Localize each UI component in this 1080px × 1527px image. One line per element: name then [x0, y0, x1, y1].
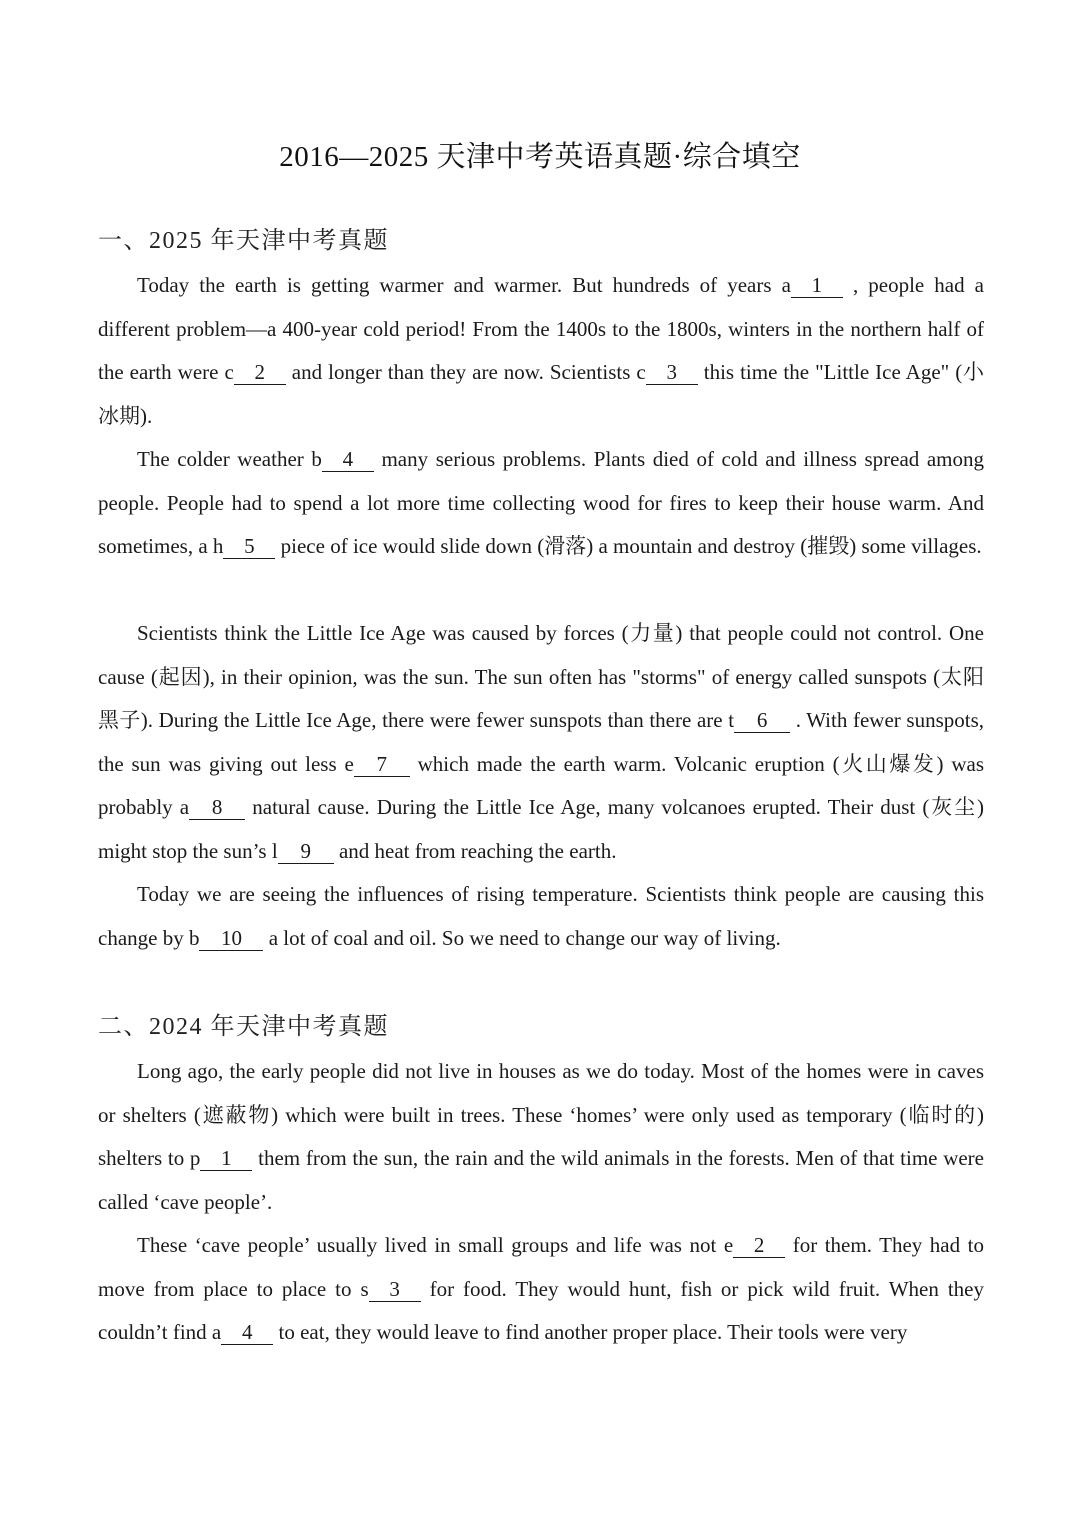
blank-5: 5 — [223, 534, 275, 559]
text-run: . With fewer sunspots, the sun was giving out less e — [98, 708, 984, 776]
text-run: piece of ice would slide down (滑落) a mountain and destroy (摧毁) some villages. — [275, 534, 982, 559]
blank-10: 10 — [199, 926, 263, 951]
blank-6: 6 — [734, 708, 790, 733]
text-run: to eat, they would leave to find another proper place. Their tools were very — [273, 1320, 908, 1345]
text-run: many serious problems. Plants died of cold and illness spread among people. People had to spend a lot more time collecting wood for fires to keep their house warm. And sometimes, a h — [98, 447, 985, 559]
text-run: Today the earth is getting warmer and warmer. But hundreds of years a — [137, 273, 791, 297]
blank-4: 4 — [221, 1320, 273, 1345]
text-run: for food. They would hunt, fish or pick wild fruit. When they couldn’t find a — [98, 1276, 984, 1345]
blank-2: 2 — [733, 1233, 785, 1258]
blank-3: 3 — [369, 1277, 421, 1302]
text-run: Today we are seeing the influences of rising temperature. Scientists think people are causing this change by b — [98, 882, 984, 950]
passage-2024-paragraph-1 — [98, 1050, 984, 1224]
blank-7: 7 — [354, 752, 410, 777]
text-run: this time the "Little Ice Age" (小冰期). — [98, 360, 984, 428]
text-run: which made the earth warm. Volcanic eruption (火山爆发) was probably a — [98, 751, 984, 820]
text-run: a lot of coal and oil. So we need to change our way of living. — [263, 925, 781, 950]
passage-2024-paragraph-2 — [98, 1224, 984, 1355]
text-run: The colder weather b — [137, 447, 322, 471]
text-run: natural cause. During the Little Ice Age, many volcanoes erupted. Their dust (灰尘) might stop the sun’s l — [98, 795, 984, 863]
passage-2025-paragraph-4 — [98, 873, 984, 960]
text-run: and longer than they are now. Scientists c — [285, 360, 646, 385]
section-heading-2024: 二、2024 年天津中考真题 — [98, 1014, 389, 1040]
text-run: Scientists think the Little Ice Age was caused by forces (力量) that people could not control. One cause (起因), in their opinion, was the sun. The sun often has "storms" of energy called sunspots (太阳黑子). During the Little Ice Age, there were fewer sunspots than there are t — [98, 621, 984, 733]
text-run: These ‘cave people’ usually lived in small groups and life was not e — [137, 1233, 734, 1257]
text-run: them from the sun, the rain and the wild animals in the forests. Men of that time were called ‘cave people’. — [98, 1146, 984, 1214]
blank-1: 1 — [791, 273, 843, 298]
text-run: for them. They had to move from place to place to s — [98, 1233, 984, 1301]
blank-1: 1 — [200, 1146, 252, 1171]
text-run: , people had a different problem—a 400-year cold period! From the 1400s to the 1800s, winters in the northern half of the earth were c — [98, 273, 984, 385]
blank-2: 2 — [234, 360, 286, 385]
blank-8: 8 — [189, 795, 245, 820]
blank-4: 4 — [322, 447, 374, 472]
passage-2025-paragraph-2 — [98, 438, 984, 569]
text-run: and heat from reaching the earth. — [333, 838, 617, 863]
passage-2025-paragraph-3 — [98, 612, 984, 874]
blank-9: 9 — [278, 839, 334, 864]
blank-3: 3 — [646, 360, 698, 385]
section-heading-2025: 一、2025 年天津中考真题 — [98, 228, 389, 254]
text-run: Long ago, the early people did not live in houses as we do today. Most of the homes were in caves or shelters (遮蔽物) which were built in trees. These ‘homes’ were only used as temporary (临时的) shelters to p — [98, 1059, 984, 1171]
passage-2025-paragraph-1 — [98, 264, 984, 438]
page-title: 2016—2025 天津中考英语真题·综合填空 — [279, 141, 801, 173]
